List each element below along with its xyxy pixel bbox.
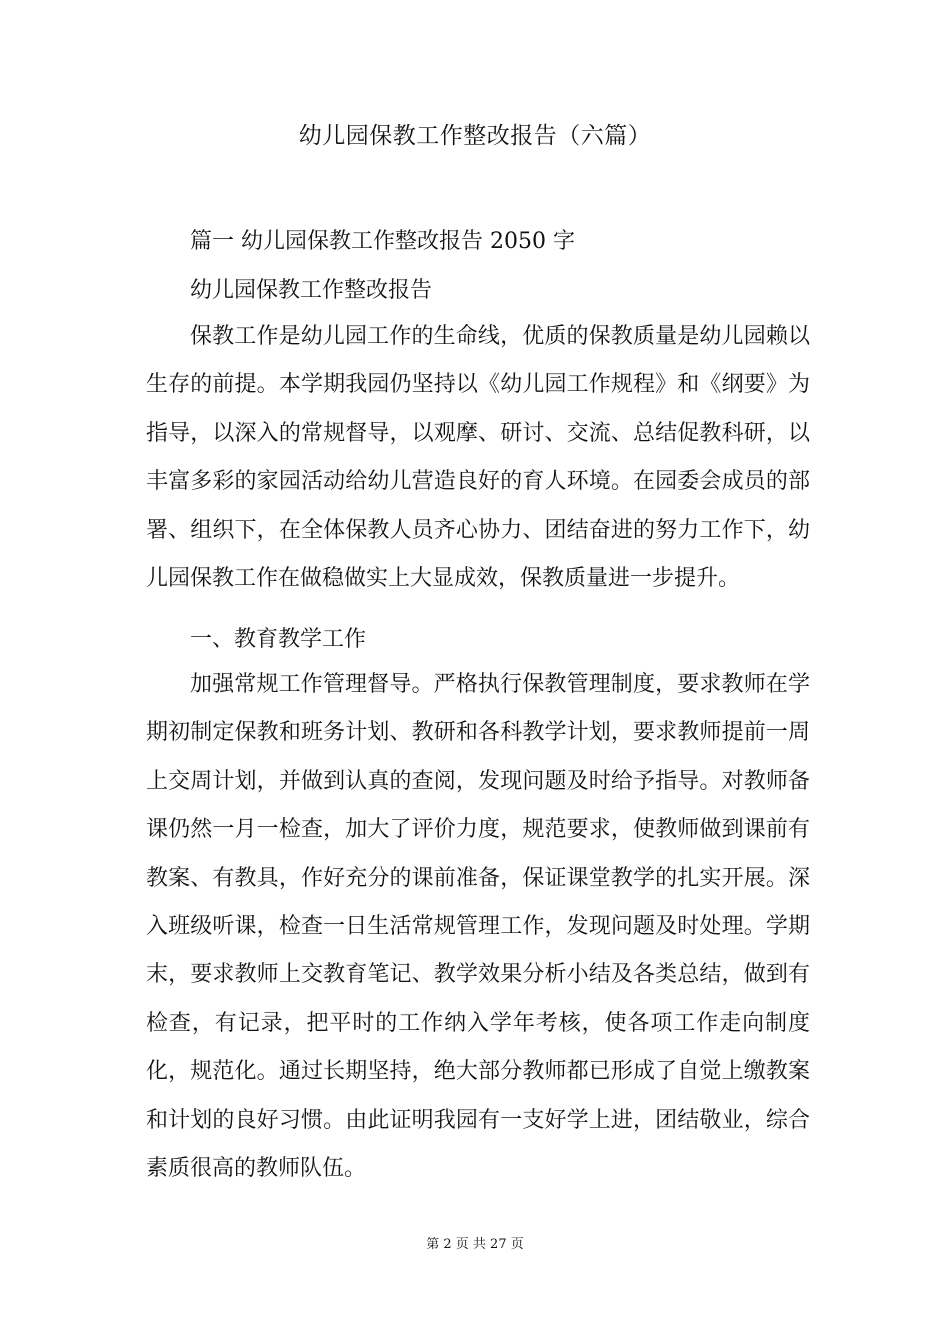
subsection-heading: 一、教育教学工作: [190, 627, 367, 652]
report-title: 幼儿园保教工作整改报告: [190, 278, 433, 303]
paragraph-intro: 保教工作是幼儿园工作的生命线，优质的保教质量是幼儿园赖以生存的前提。本学期我园仍坚持以《幼儿园工作规程》和《纲要》为指导，以深入的常规督导，以观摩、研讨、交流、总结促教科研，以丰富多彩的家园活动给幼儿营造良好的育人环境。在园委会成员的部署、组织下，在全体保教人员齐心协力、团结奋进的努力工作下，幼儿园保教工作在做稳做实上大显成效，保教质量进一步提升。: [146, 324, 810, 592]
document-title: 幼儿园保教工作整改报告（六篇）: [298, 123, 652, 149]
paragraph-teaching: 加强常规工作管理督导。严格执行保教管理制度，要求教师在学期初制定保教和班务计划、教研和各科教学计划，要求教师提前一周上交周计划，并做到认真的查阅，发现问题及时给予指导。对教师备课仍然一月一检查，加大了评价力度，规范要求，使教师做到课前有教案、有教具，作好充分的课前准备，保证课堂教学的扎实开展。深入班级听课，检查一日生活常规管理工作，发现问题及时处理。学期末，要求教师上交教育笔记、教学效果分析小结及各类总结，做到有检查，有记录，把平时的工作纳入学年考核，使各项工作走向制度化，规范化。通过长期坚持，绝大部分教师都已形成了自觉上缴教案和计划的良好习惯。由此证明我园有一支好学上进，团结敬业，综合素质很高的教师队伍。: [146, 672, 810, 1182]
page-footer: 第 2 页 共 27 页: [426, 1237, 524, 1252]
section-heading: 篇一 幼儿园保教工作整改报告 2050 字: [190, 229, 575, 254]
